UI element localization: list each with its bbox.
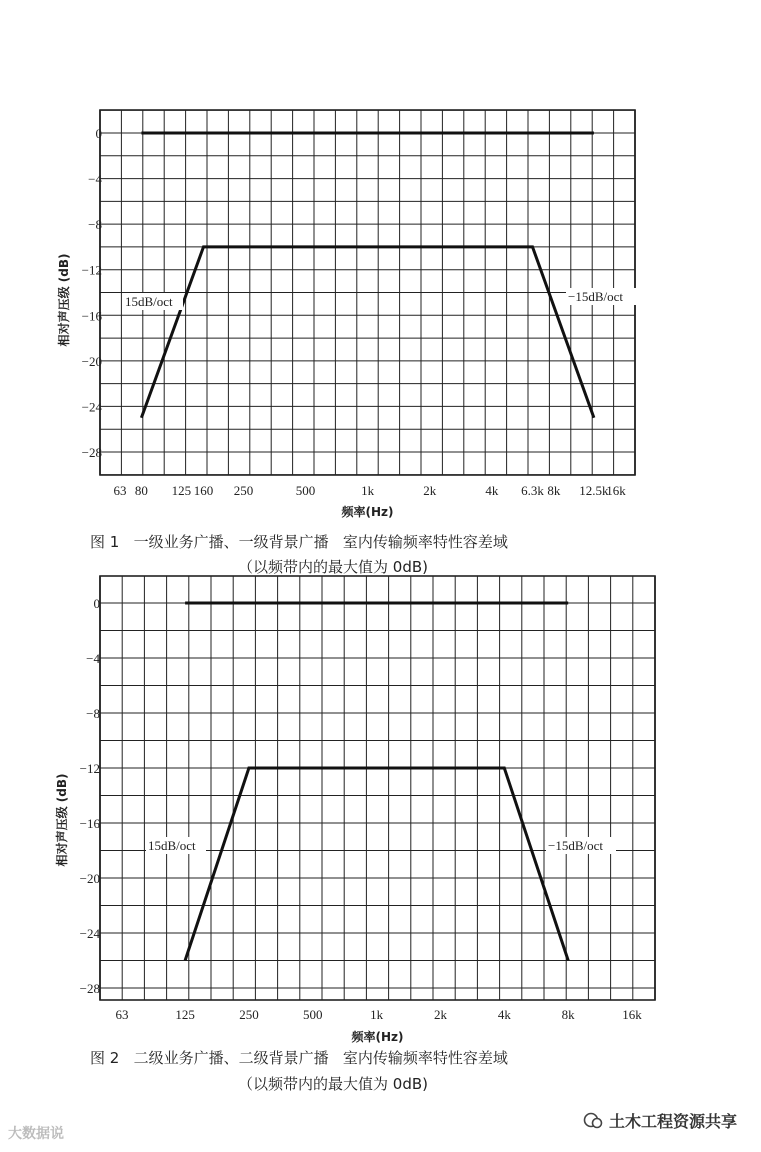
slope-label-right: −15dB/oct bbox=[568, 289, 623, 304]
x-tick-label: 160 bbox=[193, 483, 214, 498]
y-tick-label: −16 bbox=[79, 816, 100, 831]
caption-2-line2: （以频带内的最大值为 0dB) bbox=[238, 1075, 428, 1093]
y-tick-label: −8 bbox=[86, 706, 100, 721]
caption-2-line1: 图 2 二级业务广播、二级背景广播 室内传输频率特性容差域 bbox=[90, 1049, 508, 1067]
x-tick-label: 500 bbox=[295, 483, 316, 498]
x-tick-label: 63 bbox=[113, 483, 127, 498]
caption-1-line2: （以频带内的最大值为 0dB) bbox=[238, 558, 428, 576]
watermark-right-text: 土木工程资源共享 bbox=[608, 1112, 737, 1131]
x-tick-label: 80 bbox=[134, 483, 148, 498]
chart-2 bbox=[54, 576, 655, 1044]
x-tick-label: 8k bbox=[561, 1007, 575, 1022]
y-tick-label: −16 bbox=[81, 308, 102, 324]
y-tick-label: 0 bbox=[93, 596, 100, 611]
y-axis-title: 相对声压级 (dB) bbox=[57, 253, 71, 347]
x-tick-label: 4k bbox=[485, 483, 499, 498]
slope-label-right: −15dB/oct bbox=[548, 838, 603, 853]
y-tick-label: −28 bbox=[79, 981, 100, 996]
y-tick-label: −24 bbox=[79, 926, 100, 941]
y-tick-label: −12 bbox=[81, 262, 102, 278]
y-tick-label: −20 bbox=[79, 871, 100, 886]
chat-bubble-icon bbox=[583, 1111, 603, 1131]
x-tick-label: 12.5k bbox=[579, 483, 609, 498]
x-tick-label: 500 bbox=[303, 1007, 323, 1022]
x-tick-label: 2k bbox=[423, 483, 437, 498]
y-tick-label: −8 bbox=[88, 217, 102, 233]
x-tick-label: 250 bbox=[239, 1007, 259, 1022]
x-tick-label: 1k bbox=[361, 483, 375, 498]
y-tick-label: −20 bbox=[81, 353, 102, 369]
series-line-lower bbox=[185, 768, 568, 961]
x-axis-title: 频率(Hz) bbox=[341, 505, 394, 519]
y-tick-label: −12 bbox=[79, 761, 100, 776]
watermark-right bbox=[583, 1109, 737, 1132]
x-tick-label: 4k bbox=[497, 1007, 511, 1022]
x-axis-title: 频率(Hz) bbox=[351, 1030, 404, 1044]
x-tick-label: 16k bbox=[622, 1007, 642, 1022]
series-line-lower bbox=[141, 247, 594, 418]
y-tick-label: −4 bbox=[86, 651, 100, 666]
x-tick-label: 125 bbox=[175, 1007, 195, 1022]
caption-1-line1: 图 1 一级业务广播、一级背景广播 室内传输频率特性容差域 bbox=[90, 533, 508, 551]
x-tick-label: 6.3k bbox=[521, 483, 544, 498]
x-tick-label: 16k bbox=[606, 483, 626, 498]
slope-label-left: 15dB/oct bbox=[148, 838, 196, 853]
y-axis-title: 相对声压级 (dB) bbox=[55, 773, 69, 867]
slope-label-left: 15dB/oct bbox=[125, 294, 173, 309]
chart-1 bbox=[56, 110, 636, 519]
x-tick-label: 2k bbox=[433, 1007, 447, 1022]
x-tick-label: 1k bbox=[370, 1007, 384, 1022]
watermark-left: 大数据说 bbox=[8, 1126, 64, 1142]
x-tick-label: 63 bbox=[115, 1007, 129, 1022]
x-tick-label: 8k bbox=[547, 483, 561, 498]
x-tick-label: 250 bbox=[233, 483, 254, 498]
x-tick-label: 125 bbox=[171, 483, 192, 498]
y-tick-label: 0 bbox=[95, 126, 102, 141]
y-tick-label: −24 bbox=[81, 399, 102, 415]
plot-frame bbox=[100, 576, 655, 1000]
y-tick-label: −4 bbox=[88, 171, 102, 187]
y-tick-label: −28 bbox=[81, 445, 102, 460]
